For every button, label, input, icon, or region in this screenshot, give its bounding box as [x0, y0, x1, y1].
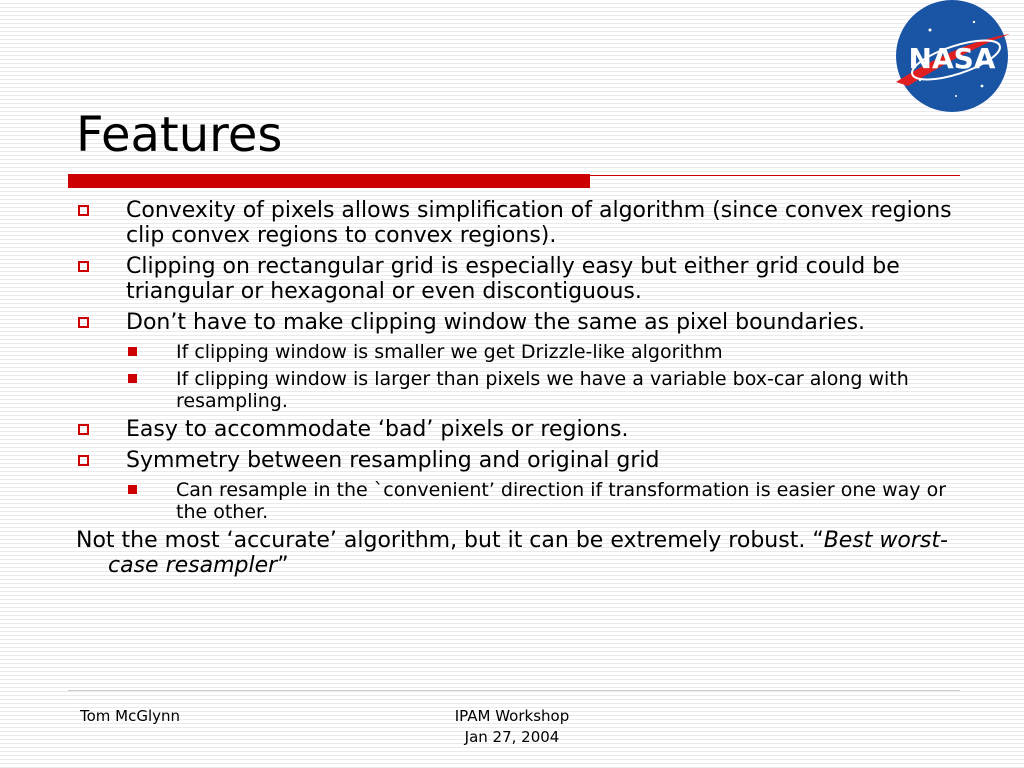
bullet-item [76, 198, 956, 248]
footer-event: IPAM Workshop [454, 707, 570, 725]
bullet-item [76, 310, 956, 335]
filled-square-bullet-icon [128, 485, 137, 494]
hollow-square-bullet-icon [78, 261, 89, 272]
bullet-list [76, 198, 956, 578]
bullet-text: Easy to accommodate ‘bad’ pixels or regions. [126, 417, 629, 442]
underline-thick-bar [68, 174, 590, 188]
sub-bullet-item [76, 341, 956, 363]
filled-square-bullet-icon [128, 374, 137, 383]
bullet-text: Don’t have to make clipping window the same as pixel boundaries. [126, 310, 866, 335]
closing-quote-open: “ [812, 528, 824, 553]
title-underline [68, 174, 960, 188]
bullet-text: Symmetry between resampling and original grid [126, 448, 660, 473]
sub-bullet-item [76, 368, 956, 412]
slide-title: Features [76, 107, 283, 163]
bullet-item [76, 417, 956, 442]
bullet-item [76, 448, 956, 473]
bullet-text: Clipping on rectangular grid is especially easy but either grid could be triangular or hexagonal or even discontiguous. [126, 254, 900, 304]
hollow-square-bullet-icon [78, 317, 89, 328]
sub-bullet-text: Can resample in the `convenient’ direction if transformation is easier one way or the other. [176, 479, 947, 523]
footer-date: Jan 27, 2004 [464, 728, 560, 746]
bullet-text: Convexity of pixels allows simplification of algorithm (since convex regions clip convex regions to convex regions). [126, 198, 952, 248]
bullet-item [76, 254, 956, 304]
hollow-square-bullet-icon [78, 455, 89, 466]
footer-divider [68, 690, 960, 691]
closing-line: Not the most ‘accurate’ algorithm, but it can be extremely robust. [76, 528, 806, 553]
sub-bullet-item [76, 479, 956, 523]
closing-paragraph [76, 528, 956, 578]
sub-bullet-text: If clipping window is larger than pixels we have a variable box-car along with resampling. [176, 368, 909, 412]
underline-thin-line [590, 175, 960, 176]
hollow-square-bullet-icon [78, 205, 89, 216]
hollow-square-bullet-icon [78, 424, 89, 435]
sub-bullet-text: If clipping window is smaller we get Drizzle-like algorithm [176, 341, 723, 363]
filled-square-bullet-icon [128, 347, 137, 356]
closing-quote-text: Best worst-case resampler [108, 528, 948, 578]
nasa-logo [886, 0, 1014, 112]
closing-quote-close: ” [277, 553, 289, 578]
footer-event-block [412, 706, 612, 748]
nasa-logo-text: NASA [908, 42, 996, 75]
footer-author: Tom McGlynn [80, 707, 181, 725]
